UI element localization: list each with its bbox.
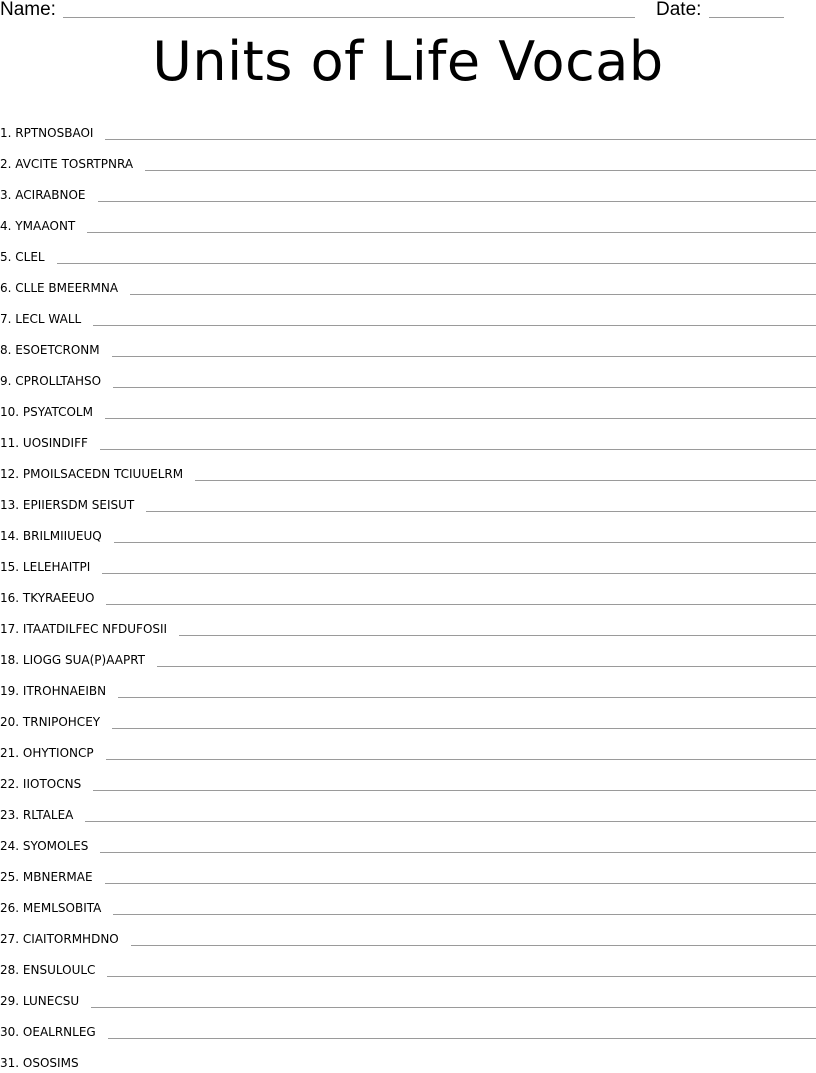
answer-line[interactable] <box>105 418 816 419</box>
item-number: 12. <box>0 467 19 481</box>
item-word: ITAATDILFEC NFDUFOSII <box>23 622 167 636</box>
answer-line[interactable] <box>114 542 816 543</box>
item-word: MBNERMAE <box>23 870 93 884</box>
answer-line[interactable] <box>106 759 816 760</box>
scrambled-word <box>0 591 94 608</box>
answer-line[interactable] <box>157 666 816 667</box>
scramble-list <box>0 112 816 1073</box>
scrambled-word <box>0 126 93 143</box>
item-word: BRILMIIUEUQ <box>23 529 102 543</box>
scrambled-word <box>0 436 88 453</box>
item-word: OHYTIONCP <box>23 746 94 760</box>
list-item <box>0 701 816 732</box>
answer-line[interactable] <box>108 1038 816 1039</box>
list-item <box>0 577 816 608</box>
item-word: SYOMOLES <box>23 839 88 853</box>
list-item <box>0 856 816 887</box>
list-item <box>0 391 816 422</box>
item-word: ESOETCRONM <box>15 343 99 357</box>
item-word: EPIIERSDM SEISUT <box>23 498 134 512</box>
list-item <box>0 329 816 360</box>
list-item <box>0 515 816 546</box>
item-word: UOSINDIFF <box>23 436 88 450</box>
list-item <box>0 484 816 515</box>
list-item <box>0 732 816 763</box>
item-number: 25. <box>0 870 19 884</box>
answer-line[interactable] <box>57 263 816 264</box>
scrambled-word <box>0 932 119 949</box>
scrambled-word <box>0 312 81 329</box>
item-word: CLLE BMEERMNA <box>15 281 118 295</box>
scrambled-word <box>0 777 81 794</box>
answer-line[interactable] <box>112 356 816 357</box>
item-number: 20. <box>0 715 19 729</box>
scrambled-word <box>0 901 101 918</box>
item-number: 9. <box>0 374 11 388</box>
date-label: Date: <box>656 0 701 21</box>
answer-line[interactable] <box>87 232 816 233</box>
list-item <box>0 453 816 484</box>
scrambled-word <box>0 653 145 670</box>
item-word: LECL WALL <box>15 312 81 326</box>
item-number: 24. <box>0 839 19 853</box>
answer-line[interactable] <box>113 387 816 388</box>
answer-line[interactable] <box>112 728 816 729</box>
scrambled-word <box>0 622 167 639</box>
list-item <box>0 608 816 639</box>
item-word: TRNIPOHCEY <box>23 715 100 729</box>
scrambled-word <box>0 250 45 267</box>
item-word: LUNECSU <box>23 994 79 1008</box>
answer-line[interactable] <box>118 697 816 698</box>
list-item <box>0 887 816 918</box>
list-item <box>0 825 816 856</box>
item-word: CIAITORMHDNO <box>23 932 119 946</box>
list-item <box>0 794 816 825</box>
name-field-line[interactable] <box>63 17 635 18</box>
list-item <box>0 763 816 794</box>
item-number: 3. <box>0 188 11 202</box>
list-item <box>0 267 816 298</box>
item-word: OEALRNLEG <box>23 1025 96 1039</box>
answer-line[interactable] <box>113 914 816 915</box>
scrambled-word <box>0 219 75 236</box>
worksheet-header <box>0 0 816 24</box>
scrambled-word <box>0 839 88 856</box>
scrambled-word <box>0 715 100 732</box>
list-item <box>0 1042 816 1073</box>
item-number: 31. <box>0 1056 19 1070</box>
item-word: ITROHNAEIBN <box>23 684 106 698</box>
scrambled-word <box>0 405 93 422</box>
item-number: 26. <box>0 901 19 915</box>
item-number: 7. <box>0 312 11 326</box>
list-item <box>0 112 816 143</box>
answer-line[interactable] <box>130 294 816 295</box>
item-number: 30. <box>0 1025 19 1039</box>
item-number: 16. <box>0 591 19 605</box>
list-item <box>0 360 816 391</box>
scrambled-word <box>0 374 101 391</box>
answer-line[interactable] <box>102 573 816 574</box>
answer-line[interactable] <box>107 976 816 977</box>
list-item <box>0 174 816 205</box>
item-word: MEMLSOBITA <box>23 901 101 915</box>
item-word: LELEHAITPI <box>23 560 90 574</box>
answer-line[interactable] <box>131 945 816 946</box>
item-word: ENSULOULC <box>23 963 96 977</box>
page-title: Units of Life Vocab <box>0 30 816 94</box>
item-number: 1. <box>0 126 11 140</box>
list-item <box>0 205 816 236</box>
item-number: 29. <box>0 994 19 1008</box>
scrambled-word <box>0 281 118 298</box>
item-word: CPROLLTAHSO <box>15 374 101 388</box>
scrambled-word <box>0 560 90 577</box>
list-item <box>0 980 816 1011</box>
item-number: 6. <box>0 281 11 295</box>
item-word: CLEL <box>15 250 44 264</box>
item-word: PSYATCOLM <box>23 405 93 419</box>
list-item <box>0 298 816 329</box>
scrambled-word <box>0 467 183 484</box>
scrambled-word <box>0 188 86 205</box>
scrambled-word <box>0 684 106 701</box>
item-number: 18. <box>0 653 19 667</box>
answer-line[interactable] <box>93 325 816 326</box>
answer-line[interactable] <box>100 852 816 853</box>
item-number: 17. <box>0 622 19 636</box>
answer-line[interactable] <box>105 139 816 140</box>
answer-line[interactable] <box>98 201 816 202</box>
item-number: 4. <box>0 219 11 233</box>
item-word: LIOGG SUA(P)AAPRT <box>23 653 145 667</box>
item-word: TKYRAEEUO <box>23 591 95 605</box>
scrambled-word <box>0 963 95 980</box>
scrambled-word <box>0 498 134 515</box>
list-item <box>0 422 816 453</box>
item-number: 2. <box>0 157 11 171</box>
scrambled-word <box>0 808 73 825</box>
scrambled-word <box>0 1056 79 1073</box>
scrambled-word <box>0 870 93 887</box>
answer-line[interactable] <box>106 604 816 605</box>
item-word: RLTALEA <box>23 808 73 822</box>
item-word: PMOILSACEDN TCIUUELRM <box>23 467 183 481</box>
list-item <box>0 236 816 267</box>
item-word: ACIRABNOE <box>15 188 85 202</box>
list-item <box>0 670 816 701</box>
list-item <box>0 1011 816 1042</box>
answer-line[interactable] <box>91 1007 816 1008</box>
answer-line[interactable] <box>85 821 816 822</box>
list-item <box>0 639 816 670</box>
item-number: 11. <box>0 436 19 450</box>
item-word: AVCITE TOSRTPNRA <box>15 157 133 171</box>
list-item <box>0 918 816 949</box>
name-label: Name: <box>0 0 56 21</box>
item-number: 22. <box>0 777 19 791</box>
item-word: RPTNOSBAOI <box>15 126 93 140</box>
item-number: 27. <box>0 932 19 946</box>
list-item <box>0 949 816 980</box>
item-number: 21. <box>0 746 19 760</box>
item-number: 5. <box>0 250 11 264</box>
item-number: 23. <box>0 808 19 822</box>
date-field-line[interactable] <box>709 17 784 18</box>
item-number: 10. <box>0 405 19 419</box>
scrambled-word <box>0 157 133 174</box>
item-word: YMAAONT <box>15 219 75 233</box>
item-number: 15. <box>0 560 19 574</box>
item-number: 28. <box>0 963 19 977</box>
list-item <box>0 546 816 577</box>
item-number: 14. <box>0 529 19 543</box>
answer-line[interactable] <box>146 511 816 512</box>
answer-line[interactable] <box>179 635 816 636</box>
item-number: 13. <box>0 498 19 512</box>
answer-line[interactable] <box>195 480 816 481</box>
item-word: IIOTOCNS <box>23 777 81 791</box>
item-number: 8. <box>0 343 11 357</box>
scrambled-word <box>0 1025 96 1042</box>
answer-line[interactable] <box>145 170 816 171</box>
scrambled-word <box>0 343 100 360</box>
answer-line[interactable] <box>105 883 816 884</box>
scrambled-word <box>0 746 94 763</box>
item-number: 19. <box>0 684 19 698</box>
scrambled-word <box>0 529 102 546</box>
list-item <box>0 143 816 174</box>
scrambled-word <box>0 994 79 1011</box>
item-word: OSOSIMS <box>23 1056 79 1070</box>
answer-line[interactable] <box>100 449 816 450</box>
answer-line[interactable] <box>93 790 816 791</box>
